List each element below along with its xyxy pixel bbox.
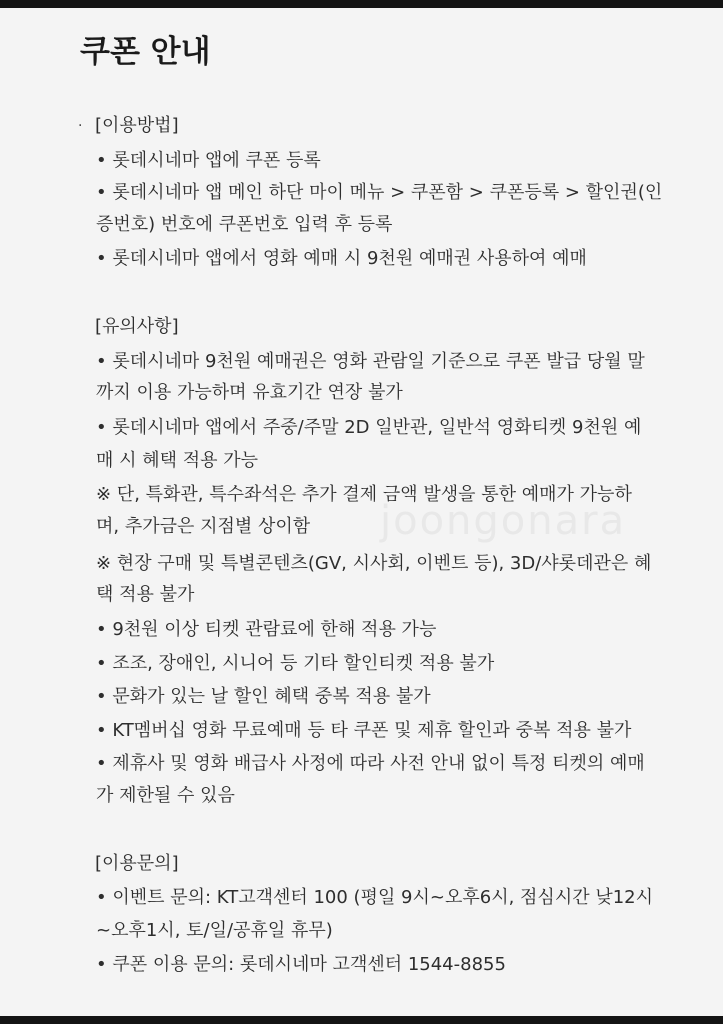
notes-line-10: • 조조, 장애인, 시니어 등 기타 할인티켓 적용 불가: [96, 653, 495, 674]
notes-line-14: 가 제한될 수 있음: [96, 785, 235, 806]
list-bullet-dot: ·: [78, 118, 83, 134]
inquiry-line-1: • 이벤트 문의: KT고객센터 100 (평일 9시~오후6시, 점심시간 낮12시: [96, 887, 653, 908]
notes-line-7: ※ 현장 구매 및 특별콘텐츠(GV, 시사회, 이벤트 등), 3D/샤롯데관은 혜: [96, 553, 652, 574]
usage-line-4: • 롯데시네마 앱에서 영화 예매 시 9천원 예매권 사용하여 예매: [96, 248, 587, 269]
notes-line-13: • 제휴사 및 영화 배급사 사정에 따라 사전 안내 없이 특정 티켓의 예매: [96, 753, 645, 774]
notes-line-6: 며, 추가금은 지점별 상이함: [96, 516, 311, 537]
page-title: 쿠폰 안내: [80, 34, 211, 70]
inquiry-line-2: ~오후1시, 토/일/공휴일 휴무): [96, 920, 333, 941]
section-heading-notes: [유의사항]: [95, 316, 179, 337]
inquiry-line-3: • 쿠폰 이용 문의: 롯데시네마 고객센터 1544-8855: [96, 954, 506, 975]
notes-line-11: • 문화가 있는 날 할인 혜택 중복 적용 불가: [96, 686, 431, 707]
notes-line-2: 까지 이용 가능하며 유효기간 연장 불가: [96, 382, 403, 403]
notes-line-8: 택 적용 불가: [96, 584, 195, 605]
notes-line-3: • 롯데시네마 앱에서 주중/주말 2D 일반관, 일반석 영화티켓 9천원 예: [96, 417, 642, 438]
notes-line-12: • KT멤버십 영화 무료예매 등 타 쿠폰 및 제휴 할인과 중복 적용 불가: [96, 720, 632, 741]
usage-line-3: 증번호) 번호에 쿠폰번호 입력 후 등록: [96, 214, 393, 235]
usage-line-2: • 롯데시네마 앱 메인 하단 마이 메뉴 > 쿠폰함 > 쿠폰등록 > 할인권(인: [96, 182, 663, 203]
coupon-info-sheet: [0, 8, 723, 1016]
notes-line-4: 매 시 혜택 적용 가능: [96, 450, 258, 471]
notes-line-1: • 롯데시네마 9천원 예매권은 영화 관람일 기준으로 쿠폰 발급 당월 말: [96, 351, 645, 372]
notes-line-9: • 9천원 이상 티켓 관람료에 한해 적용 가능: [96, 619, 437, 640]
section-heading-inquiry: [이용문의]: [95, 853, 179, 874]
watermark-logo: joongonara: [380, 498, 627, 544]
section-heading-usage: [이용방법]: [95, 115, 179, 136]
usage-line-1: • 롯데시네마 앱에 쿠폰 등록: [96, 150, 321, 171]
notes-line-5: ※ 단, 특화관, 특수좌석은 추가 결제 금액 발생을 통한 예매가 가능하: [96, 484, 632, 505]
